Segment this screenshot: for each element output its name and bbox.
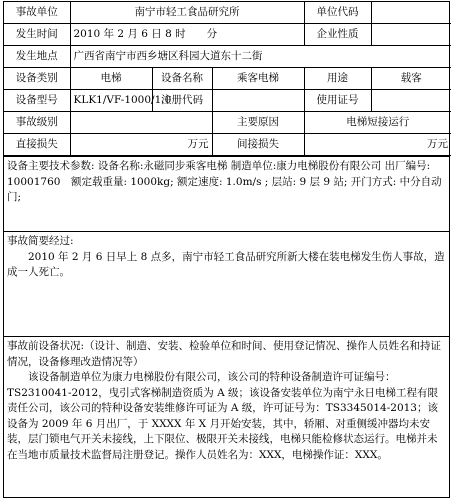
use-label: 用途: [304, 68, 371, 90]
level-label: 事故级别: [4, 112, 70, 134]
nature-value: [371, 24, 451, 46]
level-value: [70, 112, 212, 134]
direct-loss-value: 万元: [70, 134, 212, 156]
use-value: 载客: [371, 68, 451, 90]
equipment-name-value: 乘客电梯: [212, 68, 304, 90]
use-cert-value: [371, 90, 451, 112]
model-label: 设备型号: [4, 90, 70, 112]
unit-value: 南宁市轻工食品研究所: [70, 2, 304, 24]
category-value: 电梯: [70, 68, 152, 90]
table-row: [4, 24, 451, 46]
info-table: [4, 2, 451, 156]
prior-condition-text: 该设备制造单位为康力电梯股份有限公司，该公司的特种设备制造许可证编号：TS2310041-2012，曳引式客梯制造资质为 A 级；该设备安装单位为南宁永日电梯工程有限责任公司，该公司的特种设备安装维修许可证为 A 级，许可证号为：TS3345014-2013；该设备为 2009 年 6 月出厂，于 XXXX 年 X 月开始安装，其中，轿厢、对重侧缓冲器均未安装，层门锁电气开关未接线，上下限位、极限开关未接线，电梯只能检修状态运行。电梯并未在当地市质量技术监督局注册登记。操作人员姓名为：XXX，电梯操作证：XXX。: [7, 371, 438, 461]
nature-label: 企业性质: [304, 24, 371, 46]
accident-report-form: [3, 1, 450, 498]
cause-value: 电梯短接运行: [304, 112, 451, 134]
table-row: [4, 46, 451, 68]
equipment-name-label: 设备名称: [152, 68, 212, 90]
category-label: 设备类别: [4, 68, 70, 90]
time-label: 发生时间: [4, 24, 70, 46]
unit-code-value: [371, 2, 451, 24]
unit-code-label: 单位代码: [304, 2, 371, 24]
table-row: [4, 2, 451, 24]
place-value: 广西省南宁市西乡塘区科园大道东十二街: [70, 46, 451, 68]
prior-condition-section: [4, 336, 449, 497]
table-row: [4, 90, 451, 112]
table-row: [4, 68, 451, 90]
tech-params-section: [4, 156, 449, 231]
time-value: 2010 年 2 月 6 日 8 时 分: [70, 24, 304, 46]
place-label: 发生地点: [4, 46, 70, 68]
cause-label: 主要原因: [212, 112, 304, 134]
indirect-loss-value: 万元: [304, 134, 451, 156]
table-row: [4, 112, 451, 134]
brief-label: 事故简要经过:: [7, 235, 74, 247]
model-value: KLK1/VF-1000/1.0: [70, 90, 152, 112]
use-cert-label: 使用证号: [304, 90, 371, 112]
brief-text: 2010 年 2 月 6 日早上 8 点多，南宁市轻工食品研究所新大楼在装电梯发生伤人事故，造成一人死亡。: [7, 250, 445, 278]
tech-params-text: 设备主要技术参数: 设备名称:永磁同步乘客电梯 制造单位:康力电梯股份有限公司 出厂编号: 10001760 额定载重量: 1000kg; 额定速度: 1.0m/s ; 层站: 9 层 9 站; 开门方式: 中分自动门;: [7, 160, 442, 203]
registration-label: 注册代码: [152, 90, 212, 112]
prior-condition-label: 事故前设备状况:（设计、制造、安装、检验单位和时间、使用登记情况、操作人员姓名和持证情况，设备修理改造情况等）: [7, 340, 442, 368]
direct-loss-label: 直接损失: [4, 134, 70, 156]
indirect-loss-label: 间接损失: [212, 134, 304, 156]
table-row: [4, 134, 451, 156]
brief-section: [4, 231, 449, 336]
unit-label: 事故单位: [4, 2, 70, 24]
registration-value: [212, 90, 304, 112]
